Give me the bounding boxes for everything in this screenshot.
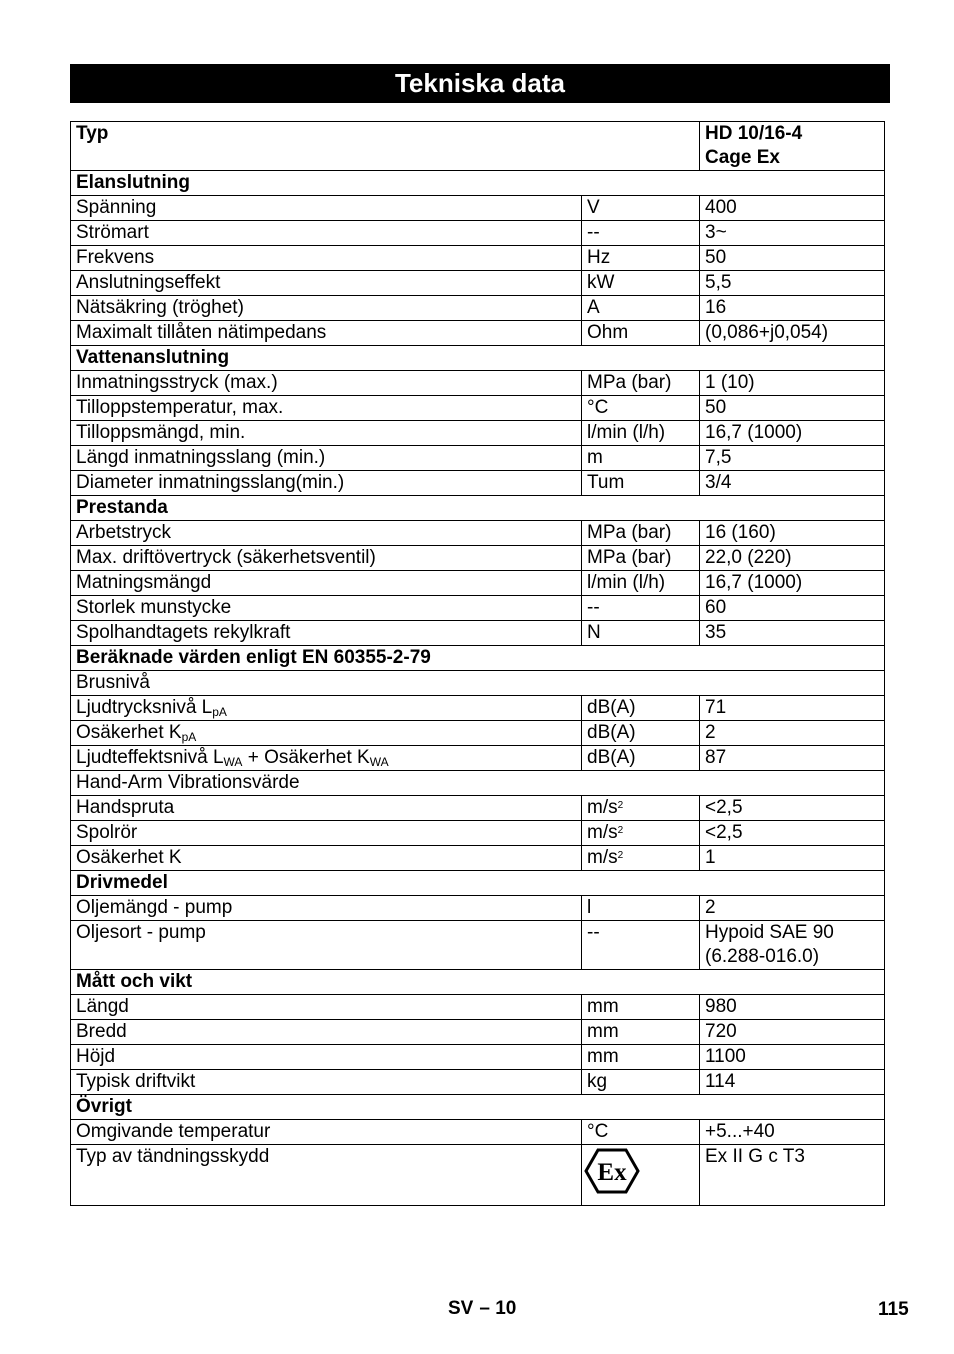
section-header: Elanslutning [71,171,885,196]
table-row: Osäkerhet K $m/s^2$ 1 [71,846,885,871]
table-row: Spolhandtagets rekylkraft N 35 [71,621,885,646]
table-row: Typ av tändningsskydd Ex Ex II G c T3 [71,1145,885,1206]
table-row: Arbetstryck MPa (bar) 16 (160) [71,521,885,546]
table-row: Nätsäkring (tröghet) A 16 [71,296,885,321]
section-header: Beräknade värden enligt EN 60355-2-79 [71,646,885,671]
subsection-row: Brusnivå [71,671,885,696]
footer-language: SV [448,1298,474,1319]
section-header: Mått och vikt [71,970,885,995]
svg-text:Ex: Ex [597,1159,627,1186]
table-header-row [71,122,885,171]
table-row: Höjd mm 1100 [71,1045,885,1070]
subsection-row: Hand-Arm Vibrationsvärde [71,771,885,796]
table-row: Osäkerhet $K_{pA}$ dB(A) 2 [71,721,885,746]
type-value: HD 10/16-4 Cage Ex [700,122,885,171]
table-row: Tilloppstemperatur, max. °C 50 [71,396,885,421]
table-row: Handspruta $m/s^2$ <2,5 [71,796,885,821]
table-row: Maximalt tillåten nätimpedans Ohm (0,086+j0,054) [71,321,885,346]
table-row: Frekvens Hz 50 [71,246,885,271]
footer-section-page: – 10 [479,1298,517,1319]
table-row: Ljudteffektsnivå $L_{WA}$ + Osäkerhet $K_{WA}$ dB(A) 87 [71,746,885,771]
table-row: Bredd mm 720 [71,1020,885,1045]
ex-symbol-cell [582,1145,700,1206]
table-row: Längd mm 980 [71,995,885,1020]
section-header: Prestanda [71,496,885,521]
section-header: Drivmedel [71,871,885,896]
table-row: Diameter inmatningsslang(min.) Tum 3/4 [71,471,885,496]
type-label: Typ [71,122,700,171]
section-header: Övrigt [71,1095,885,1120]
table-row: Anslutningseffekt kW 5,5 [71,271,885,296]
tech-data-table [70,121,885,1206]
table-row: Typisk driftvikt kg 114 [71,1070,885,1095]
table-row: Storlek munstycke -- 60 [71,596,885,621]
table-row: Spänning V 400 [71,196,885,221]
table-row: Spolrör $m/s^2$ <2,5 [71,821,885,846]
table-row: Oljemängd - pump l 2 [71,896,885,921]
table-row: Max. driftövertryck (säkerhetsventil) MPa (bar) 22,0 (220) [71,546,885,571]
page-number: 115 [878,1299,909,1320]
table-row: Längd inmatningsslang (min.) m 7,5 [71,446,885,471]
table-row: Matningsmängd l/min (l/h) 16,7 (1000) [71,571,885,596]
table-row: Omgivande temperatur °C +5...+40 [71,1120,885,1145]
table-row: Inmatningsstryck (max.) MPa (bar) 1 (10) [71,371,885,396]
table-row: Oljesort - pump -- Hypoid SAE 90 (6.288-016.0) [71,921,885,970]
table-row: Strömart -- 3~ [71,221,885,246]
footer-language-page [448,1298,516,1320]
section-header: Vattenanslutning [71,346,885,371]
ex-hexagon-icon [584,1147,640,1195]
table-row: Tilloppsmängd, min. l/min (l/h) 16,7 (1000) [71,421,885,446]
page-title: Tekniska data [70,64,890,103]
table-row: Ljudtrycksnivå $L_{pA}$ dB(A) 71 [71,696,885,721]
